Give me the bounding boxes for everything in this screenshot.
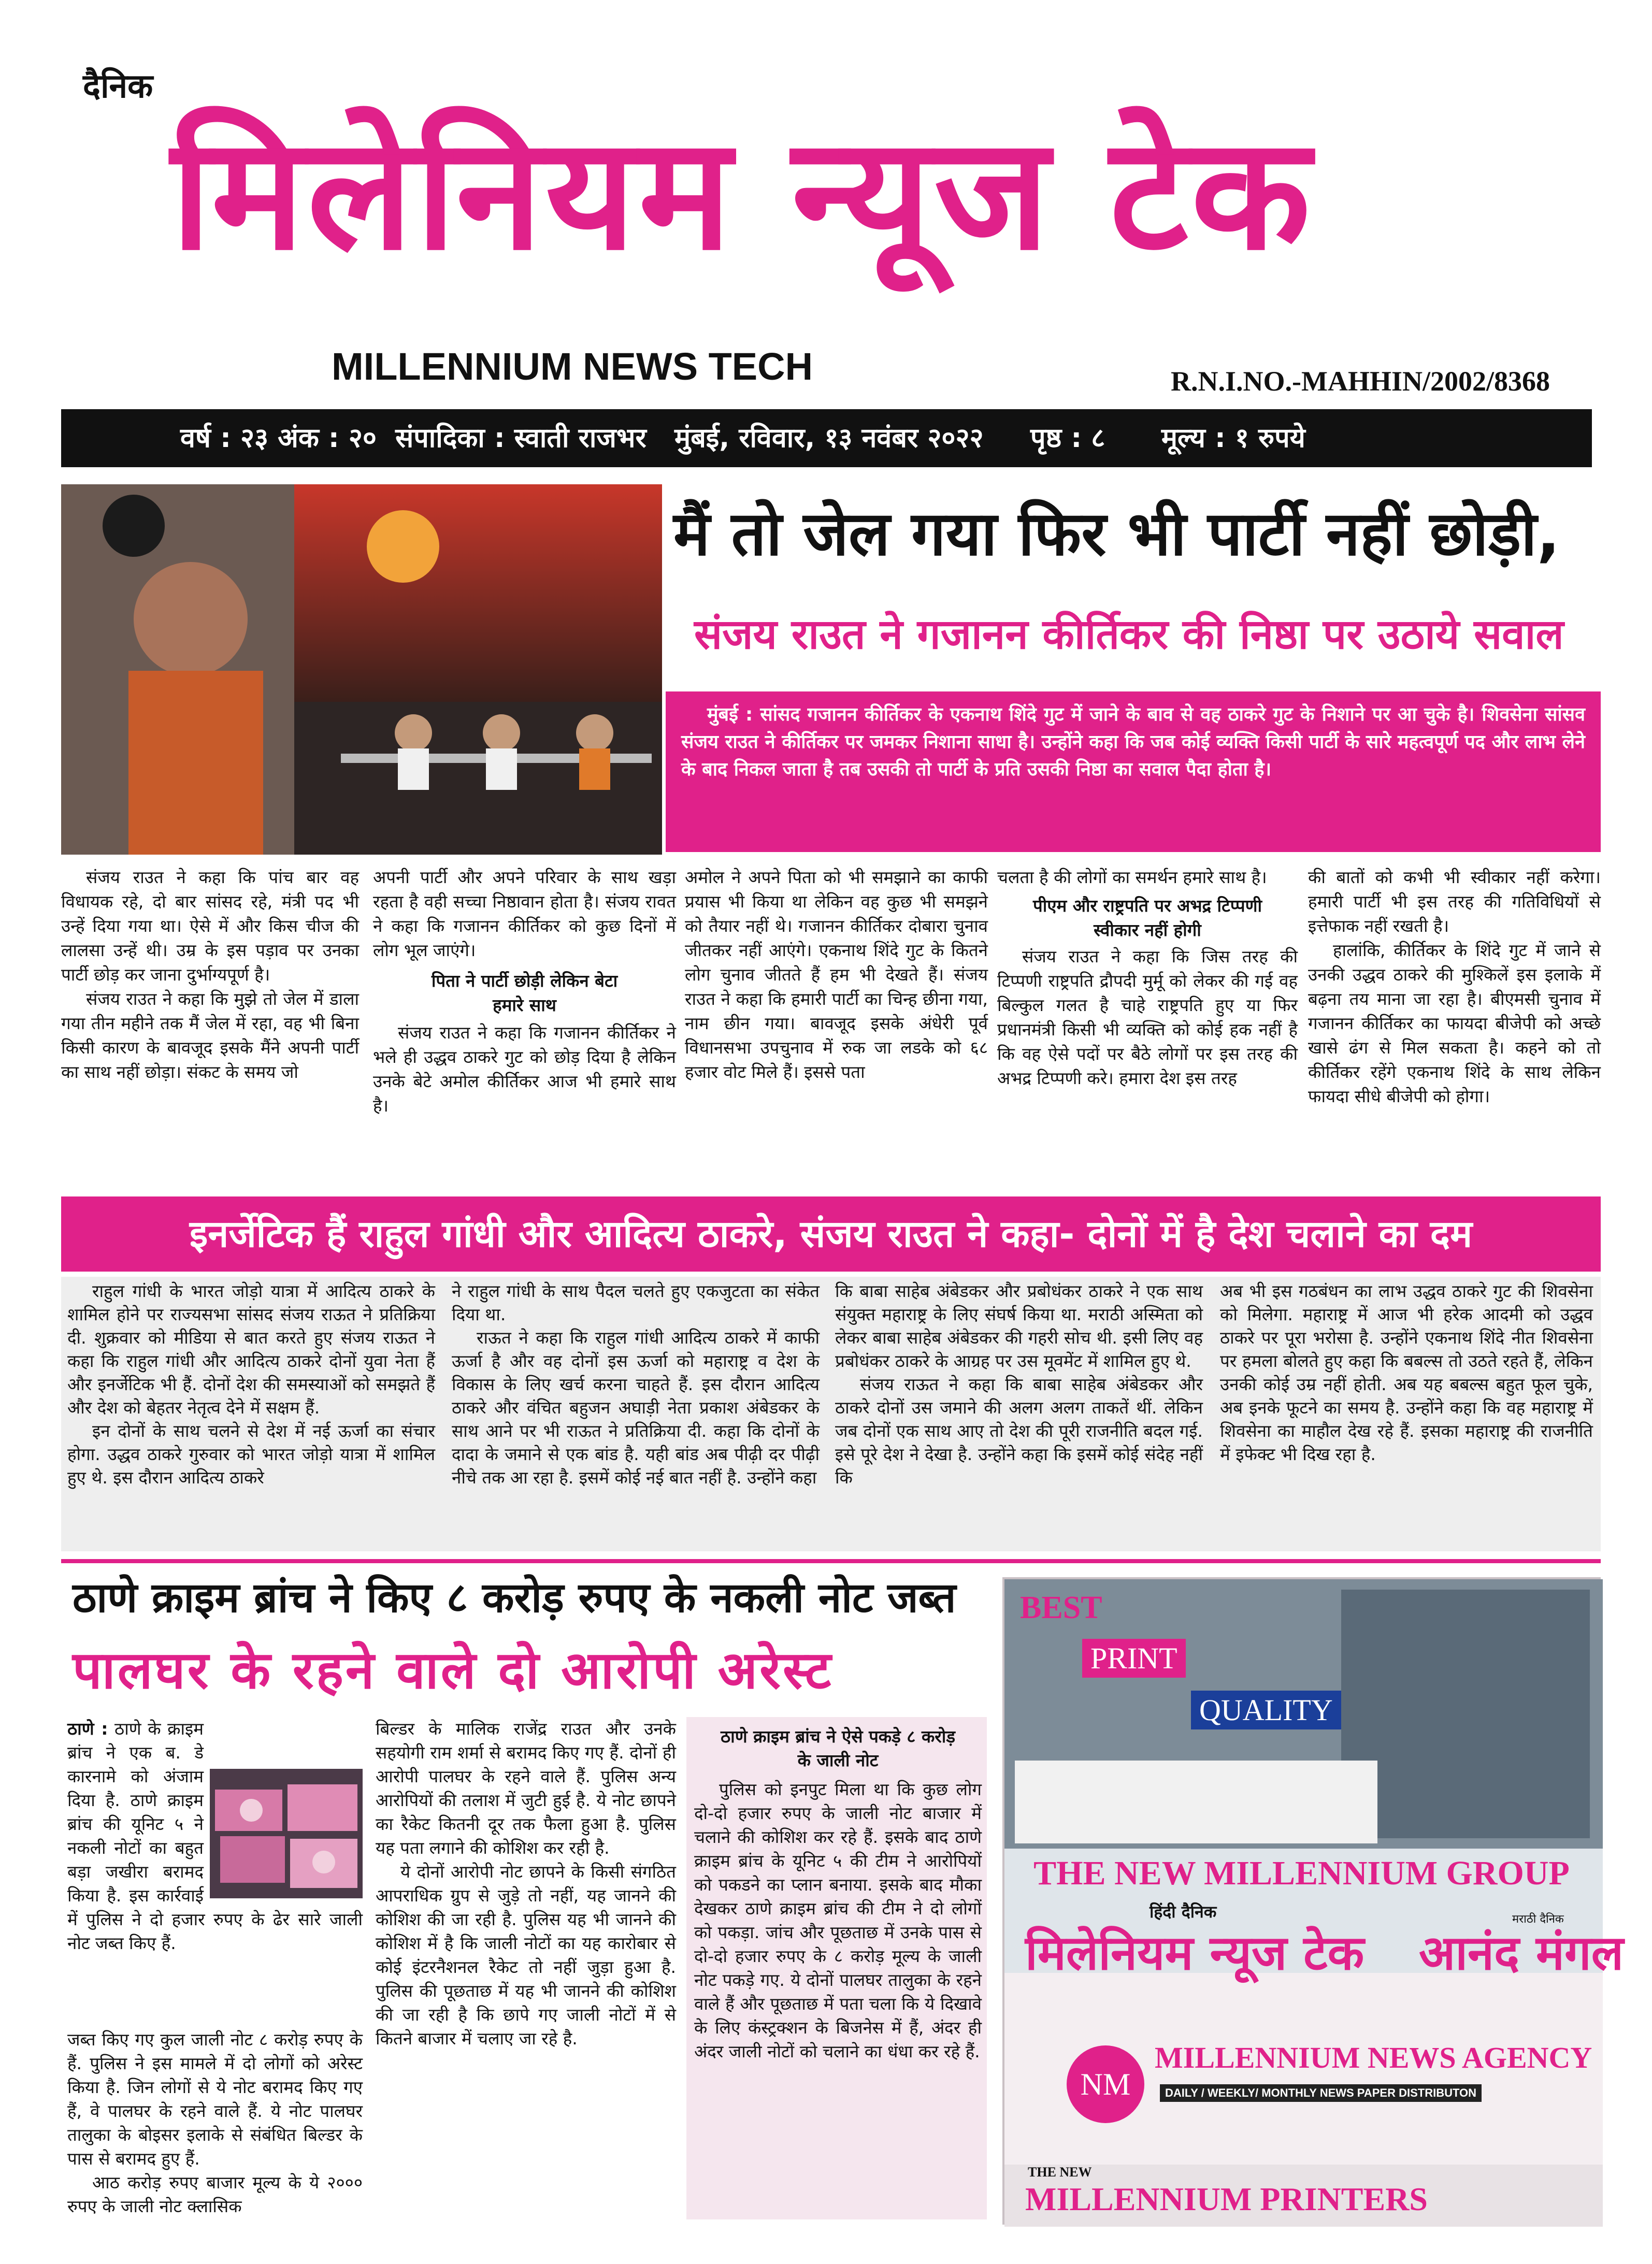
ad-group: THE NEW MILLENNIUM GROUP: [1033, 1854, 1570, 1892]
story2-col3-p1: कि बाबा साहेब अंबेडकर और प्रबोधंकर ठाकरे ने एक साथ संयुक्त महाराष्ट्र के लिए संघर्ष किया था. मराठी अस्मिता को लेकर बाबा साहेब अंबेडकर की गहरी सोच थी. इसी लिए वह प्रबोधंकर ठाकरे के आग्रह पर उस मूवमेंट में शामिल हुए थे.: [835, 1281, 1203, 1371]
ad-print: PRINT: [1082, 1639, 1186, 1678]
story3-col1-top-text: ठाणे के क्राइम ब्रांच ने एक ब. डे कारनामे को अंजाम दिया है. ठाणे क्राइम ब्रांच की यूनिट ५ ने नकली नोटों का बहुत बड़ा जखीरा बरामद किया है. इस कार्रवाई में पुलिस ने दो हजार रुपए के ढेर सारे जाली नोट जब्त किए हैं.: [67, 1719, 363, 1953]
story1-col1-p2: संजय राउत ने कहा कि मुझे तो जेल में डाला गया तीन महीने तक मैं जेल में रहा, वह भी बिना किसी कारण के बावजूद इसके मैंने अपनी पार्टी का साथ नहीं छोड़ा। संकट के समय जो: [61, 989, 359, 1082]
masthead-title-english: MILLENNIUM NEWS TECH: [332, 345, 813, 388]
ad-printers: MILLENNIUM PRINTERS: [1025, 2181, 1428, 2217]
story1-col1-p1: संजय राउत ने कहा कि पांच बार वह विधायक रहे, दो बार सांसद रहे, मंत्री पद भी उन्हें दिया गया था। ऐसे में और किस चीज की लालसा उन्हें थी। उम्र के इस पड़ाव पर उनका पार्टी छोड़ कर जाना दुर्भाग्यपूर्ण है।: [61, 867, 359, 985]
story2-col1: [67, 1279, 435, 1489]
ad-the-new: THE NEW: [1028, 2165, 1092, 2180]
story1-col1: [61, 865, 359, 1084]
ad-hindi-title: मिलेनियम न्यूज टेक: [1025, 1925, 1364, 1981]
story1-col5: [1308, 865, 1601, 1108]
story3-col2-p2: ये दोनों आरोपी नोट छापने के किसी संगठित आपराधिक ग्रुप से जुड़े तो नहीं, यह जानने की कोशिश की जा रही है. पुलिस यह भी जानने की कोशिश में है कि जाली नोटों का यह कारोबार से कोई इंटरनैशनल रैकेट तो नहीं जुड़ा हुआ है. पुलिस की पूछताछ में यह भी जानने की कोशिश की जा रही है कि छापे गए जाली नोटों में से कितने बाजार में चलाए जा रहे है.: [376, 1862, 676, 2049]
ad-best: BEST: [1020, 1590, 1102, 1625]
story1-col4-p1: चलता है की लोगों का समर्थन हमारे साथ है।: [997, 867, 1267, 887]
story1-col2: [373, 865, 676, 1118]
story1-col4-p2: संजय राउत ने कहा कि जिस तरह की टिप्पणी राष्ट्रपति द्रौपदी मुर्मू को लेकर की गई वह बिल्कुल गलत है चाहे राष्ट्रपति हुए या फिर प्रधानमंत्री किसी भी व्यक्ति को कोई हक नहीं है कि वह ऐसे पदों पर बैठे लोगों पर इस तरह की अभद्र टिप्पणी करे। हमारा देश इस तरह: [997, 946, 1298, 1088]
story3-col1-p2: आठ करोड़ रुपए बाजार मूल्य के ये २००० रुपए के जाली नोट क्लासिक: [67, 2172, 363, 2216]
story1-col3-p1: अमोल ने अपने पिता को भी समझाने का काफी प्रयास भी किया था लेकिन वह कुछ भी समझने को तैयार नहीं थे। गजानन कीर्तिकर दोबारा चुनाव जीतकर नहीं आएंगे। एकनाथ शिंदे गुट के कितने लोग चुनाव जीतते हैं हम भी देखते हैं। संजय राउत ने कहा कि हमारी पार्टी का चिन्ह छीना गया, नाम छीन गया। बावजूद इसके अंधेरी पूर्व विधानसभा उपचुनाव में रुक जा लडके को ६८ हजार वोट मिले हैं। इससे पता: [685, 867, 988, 1082]
story2-col2: [452, 1279, 820, 1489]
story2-col3-p2: संजय राऊत ने कहा कि बाबा साहेब अंबेडकर और ठाकरे दोनों उस जमाने की अलग अलग ताकतें थीं. लेकिन जब दोनों एक साथ आए तो देश की पूरी राजनीति बदल गई. इसे पूरे देश ने देखा है. उन्होंने कहा कि इसमें कोई संदेह नहीं कि: [835, 1374, 1203, 1488]
masthead-daily-label: दैनिक: [83, 67, 153, 106]
story2-col3: [835, 1279, 1203, 1489]
story1-intro-text: मुंबई : सांसद गजानन कीर्तिकर के एकनाथ शिंदे गुट में जाने के बाव से वह ठाकरे गुट के निशाने पर आ चुके है। शिवसेना सांसव संजय राउत ने कीर्तिकर पर जमकर निशाना साधा है। उन्होंने कहा कि जब कोई व्यक्ति किसी पार्टी के सारे महत्वपूर्ण पद और लाभ लेने के बाद निकल जाता है तब उसकी तो पार्टी के प्रति उसकी निष्ठा का सवाल पैदा होता है।: [681, 704, 1585, 780]
story3-col2: [376, 1717, 676, 2051]
story3-col3-p1: पुलिस को इनपुट मिला था कि कुछ लोग दो-दो हजार रुपए के जाली नोट बाजार में चलाने की कोशिश कर रहे हैं. इसके बाद ठाणे क्राइम ब्रांच के यूनिट ५ की टीम ने आरोपियों को पकडने का प्लान बनाया. इसके बाद मौका देखकर ठाणे क्राइम ब्रांच की टीम ने दो लोगों को पकड़ा. जांच और पूछताछ में उनके पास से दो-दो हजार रुपए के ८ करोड़ मूल्य के जाली नोट पकड़े गए. ये दोनों पालघर तालुका के रहने वाले हैं और पूछताछ में पता चला कि ये दिखावे के लिए कंस्ट्रक्शन के बिजनेस में हैं, अंदर ही अंदर जाली नोटों को चलाने का धंधा कर रहे हैं.: [694, 1779, 982, 2061]
story1-col5-p1: की बातों को कभी भी स्वीकार नहीं करेगा। हमारी पार्टी भी इस तरह की गतिविधियों से इत्तेफाक नहीं रखती है।: [1308, 867, 1601, 936]
story3-col1: [67, 1717, 363, 2218]
story1-col3: [685, 865, 988, 1084]
story2-col2-p2: राऊत ने कहा कि राहुल गांधी आदित्य ठाकरे में काफी ऊर्जा है और वह दोनों इस ऊर्जा को महाराष्ट्र व देश के विकास के लिए खर्च करना चाहते हैं. इस दौरान आदित्य ठाकरे और वंचित बहुजन अघाड़ी नेता प्रकाश अंबेडकर के साथ आने पर भी राऊत ने प्रतिक्रिया दी. कहा कि दोनों के दादा के जमाने से एक बांड है. यही बांड अब पीढ़ी दर पीढ़ी नीचे तक आ रहा है. इसमें कोई नई बात नहीं है. उन्होंने कहा: [452, 1328, 820, 1488]
story1-col2-p2: संजय राउत ने कहा कि गजानन कीर्तिकर ने भले ही उद्धव ठाकरे गुट को छोड़ दिया है लेकिन उनके बेटे अमोल कीर्तिकर आज भी हमारे साथ है।: [373, 1022, 676, 1116]
story3-dateline: ठाणे :: [67, 1719, 108, 1739]
story1-headline: मैं तो जेल गया फिर भी पार्टी नहीं छोड़ी,: [673, 498, 1560, 569]
story2-headline: इनर्जेटिक हैं राहुल गांधी और आदित्य ठाकरे, संजय राउत ने कहा- दोनों में है देश चलाने का दम: [189, 1212, 1473, 1256]
story2-col4-p1: अब भी इस गठबंधन का लाभ उद्धव ठाकरे गुट की शिवसेना को मिलेगा. महाराष्ट्र में आज भी हरेक आदमी को उद्धव ठाकरे पर पूरा भरोसा है. उन्होंने एकनाथ शिंदे नीत शिवसेना पर हमला बोलते हुए कहा कि बबल्स तो उठते रहते हैं, लेकिन उनकी कोई उम्र नहीं होती. अब यह बबल्स बहुत फूल चुके, अब इनके फूटने का समय है. उन्होंने कहा कि वह महाराष्ट्र में शिवसेना का माहौल देख रहे हैं. इसका महाराष्ट्र की राजनीति में इफेक्ट भी दिख रहा है.: [1220, 1281, 1593, 1464]
ad-quality: QUALITY: [1191, 1691, 1341, 1729]
story3-col1-top: [67, 1717, 363, 2028]
story2-col2-p1: ने राहुल गांधी के साथ पैदल चलते हुए एकजुटता का संकेत दिया था.: [452, 1281, 820, 1324]
story1-subheadline: संजय राउत ने गजानन कीर्तिकर की निष्ठा पर उठाये सवाल: [694, 610, 1564, 658]
story1-col2-subhead: पिता ने पार्टी छोड़ी लेकिन बेटा हमारे साथ: [431, 971, 618, 1015]
ad-logo-letters: NM: [1080, 2067, 1131, 2101]
story1-intro-box: [666, 691, 1601, 852]
story3-subheadline: पालघर के रहने वाले दो आरोपी अरेस्ट: [73, 1640, 834, 1700]
story2-col4: [1220, 1279, 1593, 1466]
masthead-title-hindi: मिलेनियम न्यूज टेक: [171, 104, 1314, 284]
story2-col1-p1: राहुल गांधी के भारत जोड़ो यात्रा में आदित्य ठाकरे के शामिल होने पर राज्यसभा सांसद संजय राऊत ने प्रतिक्रिया दी. शुक्रवार को मीडिया से बात करते हुए संजय राऊत ने कहा कि राहुल गांधी और आदित्य ठाकरे दोनों युवा नेता हैं और इनर्जेटिक भी हैं. दोनों देश की समस्याओं को समझते हैं और देश को बेहतर नेतृत्व देने में सक्षम हैं.: [67, 1281, 435, 1418]
ad-marathi-title: आनंद मंगल: [1419, 1925, 1624, 1981]
story3-col1-bottom: जब्त किए गए कुल जाली नोट ८ करोड़ रुपए के हैं. पुलिस ने इस मामले में दो लोगों को अरेस्ट किया है. जिन लोगों से ये नोट बरामद किए गए हैं, वे पालघर के रहने वाले हैं. ये नोट पालघर तालुका के बोइसर इलाके से संबंधित बिल्डर के पास से बरामद हुए हैं.: [67, 2029, 363, 2169]
story3-col3: [694, 1725, 982, 2064]
story1-col4: [997, 865, 1298, 1090]
ad-logo: [1067, 2045, 1144, 2123]
ad-agency-sub: DAILY / WEEKLY/ MONTHLY NEWS PAPER DISTRIBUTON: [1160, 2084, 1482, 2102]
ad-hindi-daily-label: हिंदी दैनिक: [1150, 1902, 1217, 1922]
story3-headline: ठाणे क्राइम ब्रांच ने किए ८ करोड़ रुपए के नकली नोट जब्त: [73, 1574, 956, 1622]
story1-col4-subhead: पीएम और राष्ट्रपति पर अभद्र टिप्पणी स्वीकार नहीं होगी: [1032, 896, 1262, 940]
info-bar: [61, 409, 1592, 467]
story1-col2-p1: अपनी पार्टी और अपने परिवार के साथ खड़ा रहता है वही सच्चा निष्ठावान होता है। संजय रावत ने कहा कि गजानन कीर्तिकर को कुछ दिनों में लोग भूल जाएंगे।: [373, 867, 676, 960]
story2-col1-p2: इन दोनों के साथ चलने से देश में नई ऊर्जा का संचार होगा. उद्धव ठाकरे गुरुवार को भारत जोड़ो यात्रा में शामिल हुए थे. इस दौरान आदित्य ठाकरे: [67, 1421, 435, 1488]
ad-agency: MILLENNIUM NEWS AGENCY: [1155, 2041, 1592, 2074]
story2-headline-bar: [61, 1196, 1601, 1272]
story1-col5-p2: हालांकि, कीर्तिकर के शिंदे गुट में जाने से उनकी उद्धव ठाकरे की मुश्किलें इस इलाके में बढ़ना तय माना जा रहा है। बीएमसी चुनाव में गजानन कीर्तिकर का फायदा बीजेपी को अच्छे खासे ढंग से मिल सकता है। कहने को तो कीर्तिकर रहेंगे एकनाथ शिंदे के साथ लेकिन फायदा सीधे बीजेपी को होगा।: [1308, 940, 1601, 1106]
rni-number: R.N.I.NO.-MAHHIN/2002/8368: [1171, 366, 1550, 397]
divider-line: [61, 1559, 1601, 1563]
story3-col2-p1: बिल्डर के मालिक राजेंद्र राउत और उनके सहयोगी राम शर्मा से बरामद किए गए हैं. दोनों ही आरोपी पालघर के रहने वाले हैं. पुलिस अन्य आरोपियों की तलाश में जुटी हुई है. ये नोट छापने का रैकेट कितनी दूर तक फैला हुआ है. पुलिस यह पता लगाने की कोशिश कर रही है.: [376, 1719, 676, 1858]
info-bar-text: वर्ष : २३ अंक : २० संपादिका : स्वाती राजभर मुंबई, रविवार, १३ नवंबर २०२२ पृष्ठ : ८ मूल्य : १ रुपये: [180, 423, 1305, 454]
story1-photo: [61, 484, 662, 855]
story3-photo: [210, 1769, 363, 1898]
ad-marathi-daily-label: मराठी दैनिक: [1512, 1913, 1564, 1926]
ad-box: [1002, 1577, 1624, 2225]
story3-col3-subhead: ठाणे क्राइम ब्रांच ने ऐसे पकड़े ८ करोड़ के जाली नोट: [721, 1726, 955, 1770]
